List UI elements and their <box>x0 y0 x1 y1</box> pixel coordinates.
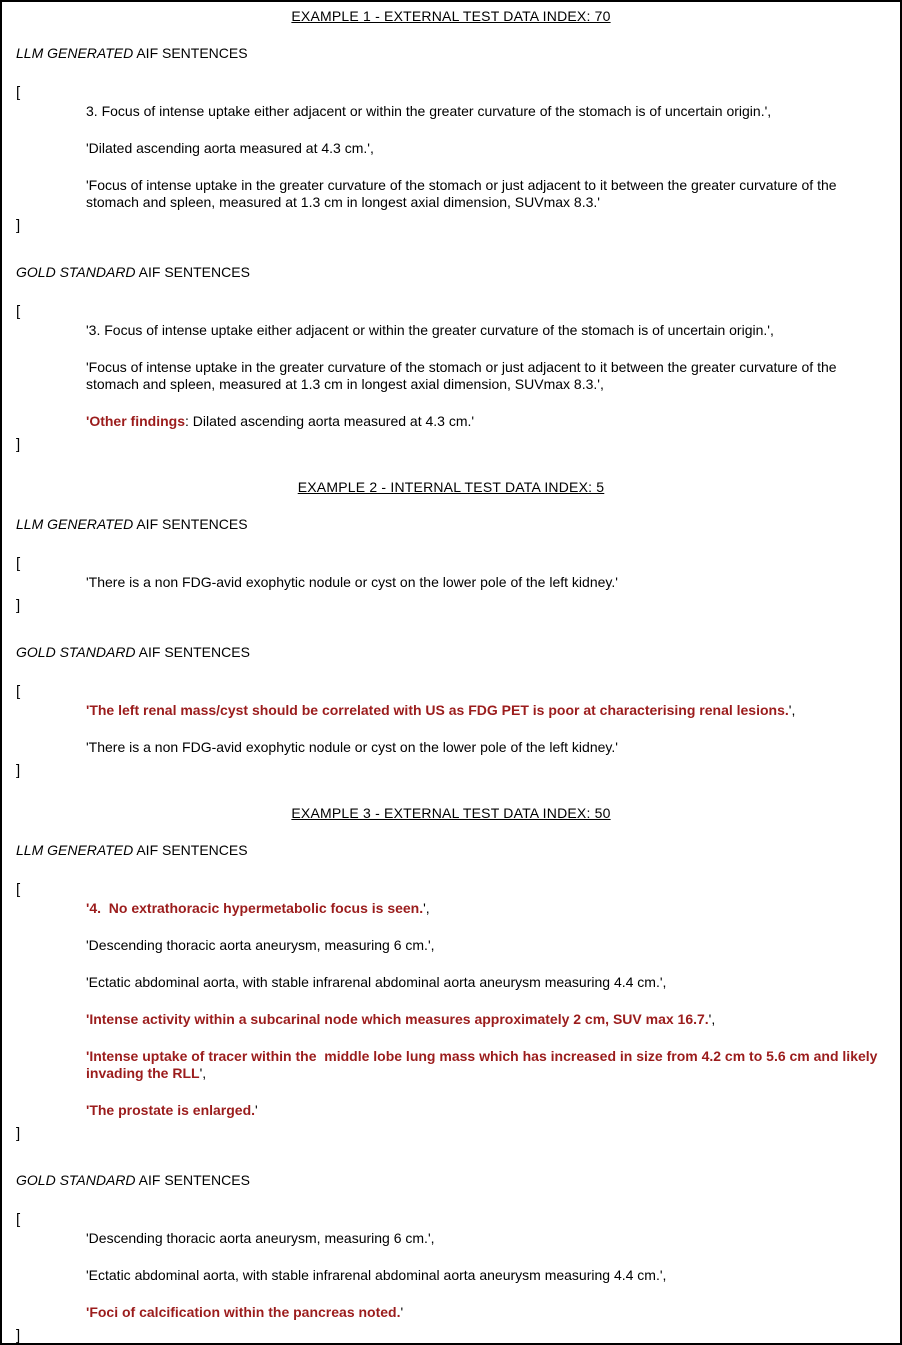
list-open-bracket: [ <box>16 555 21 572</box>
aif-sentence <box>86 574 886 591</box>
aif-sentence <box>86 1304 886 1321</box>
figure-content <box>16 8 886 1344</box>
sentence-text: 'There is a non FDG-avid exophytic nodule or cyst on the lower pole of the left kidney.' <box>86 574 618 590</box>
heading-source-label: GOLD STANDARD <box>16 644 136 660</box>
sentence-text: ', <box>423 900 430 916</box>
sentence-text: 'Ectatic abdominal aorta, with stable infrarenal abdominal aorta aneurysm measuring 4.4 cm.', <box>86 974 667 990</box>
sentence-text: ', <box>788 702 796 718</box>
list-close-bracket: ] <box>16 597 21 614</box>
heading-suffix: AIF SENTENCES <box>133 516 248 532</box>
heading-suffix: AIF SENTENCES <box>135 1172 250 1188</box>
sentence-text: : Dilated ascending aorta measured at 4.3 cm.' <box>185 413 475 429</box>
list-open-bracket: [ <box>16 683 21 700</box>
aif-sentence <box>86 1011 886 1028</box>
sentence-list-heading <box>16 644 886 661</box>
sentence-text: 3. Focus of intense uptake either adjacent or within the greater curvature of the stomach is of uncertain origin.', <box>86 103 772 119</box>
sentence-text: 'There is a non FDG-avid exophytic nodule or cyst on the lower pole of the left kidney.' <box>86 739 618 755</box>
sentence-text: ', <box>708 1011 716 1027</box>
sentence-list-block <box>16 264 886 453</box>
sentence-list-heading <box>16 1172 886 1189</box>
aif-sentence <box>86 1267 886 1284</box>
example-title: EXAMPLE 3 - EXTERNAL TEST DATA INDEX: 50 <box>291 805 611 821</box>
sentence-text: ', <box>199 1065 207 1081</box>
sentence-text: 'Focus of intense uptake in the greater curvature of the stomach or just adjacent to it between the greater curvature of the stomach and spleen, measured at 1.3 cm in longest axial dimension, SUVmax 8.3.' <box>86 177 841 210</box>
aif-sentence <box>86 1048 886 1082</box>
highlighted-finding-text: 'Intense activity within a subcarinal node which measures approximately 2 cm, SUV max 16.7. <box>86 1011 709 1027</box>
sentence-text: ' <box>255 1102 258 1118</box>
sentence-list-heading <box>16 264 886 281</box>
sentence-list-heading <box>16 516 886 533</box>
aif-sentence <box>86 1102 886 1119</box>
highlighted-finding-text: 'The prostate is enlarged. <box>86 1102 256 1118</box>
heading-suffix: AIF SENTENCES <box>135 644 250 660</box>
aif-sentence <box>86 900 886 917</box>
sentence-text: 'Descending thoracic aorta aneurysm, measuring 6 cm.', <box>86 937 435 953</box>
list-open-bracket: [ <box>16 1211 21 1228</box>
heading-source-label: GOLD STANDARD <box>16 1172 136 1188</box>
aif-sentence <box>86 322 886 339</box>
highlighted-finding-text: 'The left renal mass/cyst should be correlated with US as FDG PET is poor at characterising renal lesions. <box>86 702 789 718</box>
example-section <box>16 479 886 779</box>
aif-sentence <box>86 937 886 954</box>
sentence-list-block <box>16 842 886 1142</box>
sentence-list-block <box>16 644 886 779</box>
example-title: EXAMPLE 2 - INTERNAL TEST DATA INDEX: 5 <box>297 479 605 495</box>
highlighted-finding-text: 'Foci of calcification within the pancreas noted. <box>86 1304 401 1320</box>
sentence-text: 'Descending thoracic aorta aneurysm, measuring 6 cm.', <box>86 1230 435 1246</box>
highlighted-finding-text: 'Other findings <box>86 413 185 429</box>
sentence-list-block <box>16 45 886 234</box>
heading-suffix: AIF SENTENCES <box>133 45 248 61</box>
aif-sentence <box>86 177 886 211</box>
sentence-list-block <box>16 516 886 614</box>
list-close-bracket: ] <box>16 1125 21 1142</box>
list-open-bracket: [ <box>16 303 21 320</box>
sentence-text: 'Focus of intense uptake in the greater curvature of the stomach or just adjacent to it between the greater curvature of the stomach and spleen, measured at 1.3 cm in longest axial dimension, SUVmax 8.3.', <box>86 359 841 392</box>
sentence-list-heading <box>16 842 886 859</box>
heading-suffix: AIF SENTENCES <box>135 264 250 280</box>
sentence-text: 'Ectatic abdominal aorta, with stable infrarenal abdominal aorta aneurysm measuring 4.4 cm.', <box>86 1267 667 1283</box>
heading-source-label: LLM GENERATED <box>16 45 134 61</box>
list-close-bracket: ] <box>16 1327 21 1344</box>
example-section <box>16 805 886 1344</box>
list-close-bracket: ] <box>16 217 21 234</box>
sentence-text: '3. Focus of intense uptake either adjacent or within the greater curvature of the stomach is of uncertain origin.', <box>86 322 774 338</box>
aif-sentence <box>86 140 886 157</box>
heading-source-label: GOLD STANDARD <box>16 264 136 280</box>
aif-sentence <box>86 413 886 430</box>
heading-source-label: LLM GENERATED <box>16 842 134 858</box>
sentence-list-heading <box>16 45 886 62</box>
sentence-list-block <box>16 1172 886 1344</box>
list-close-bracket: ] <box>16 436 21 453</box>
list-open-bracket: [ <box>16 881 21 898</box>
heading-suffix: AIF SENTENCES <box>133 842 248 858</box>
heading-source-label: LLM GENERATED <box>16 516 134 532</box>
sentence-text: 'Dilated ascending aorta measured at 4.3 cm.', <box>86 140 374 156</box>
highlighted-finding-text: 'Intense uptake of tracer within the middle lobe lung mass which has increased in size from 4.2 cm to 5.6 cm and likely invading the RLL <box>86 1048 882 1081</box>
list-close-bracket: ] <box>16 762 21 779</box>
aif-sentence <box>86 359 886 393</box>
sentence-text: ' <box>400 1304 404 1320</box>
aif-sentence <box>86 103 886 120</box>
example-title: EXAMPLE 1 - EXTERNAL TEST DATA INDEX: 70 <box>291 8 611 24</box>
aif-sentence <box>86 739 886 756</box>
highlighted-finding-text: '4. No extrathoracic hypermetabolic focus is seen. <box>86 900 424 916</box>
example-section <box>16 8 886 453</box>
aif-sentence <box>86 1230 886 1247</box>
aif-sentence <box>86 702 886 719</box>
aif-sentence <box>86 974 886 991</box>
list-open-bracket: [ <box>16 84 21 101</box>
